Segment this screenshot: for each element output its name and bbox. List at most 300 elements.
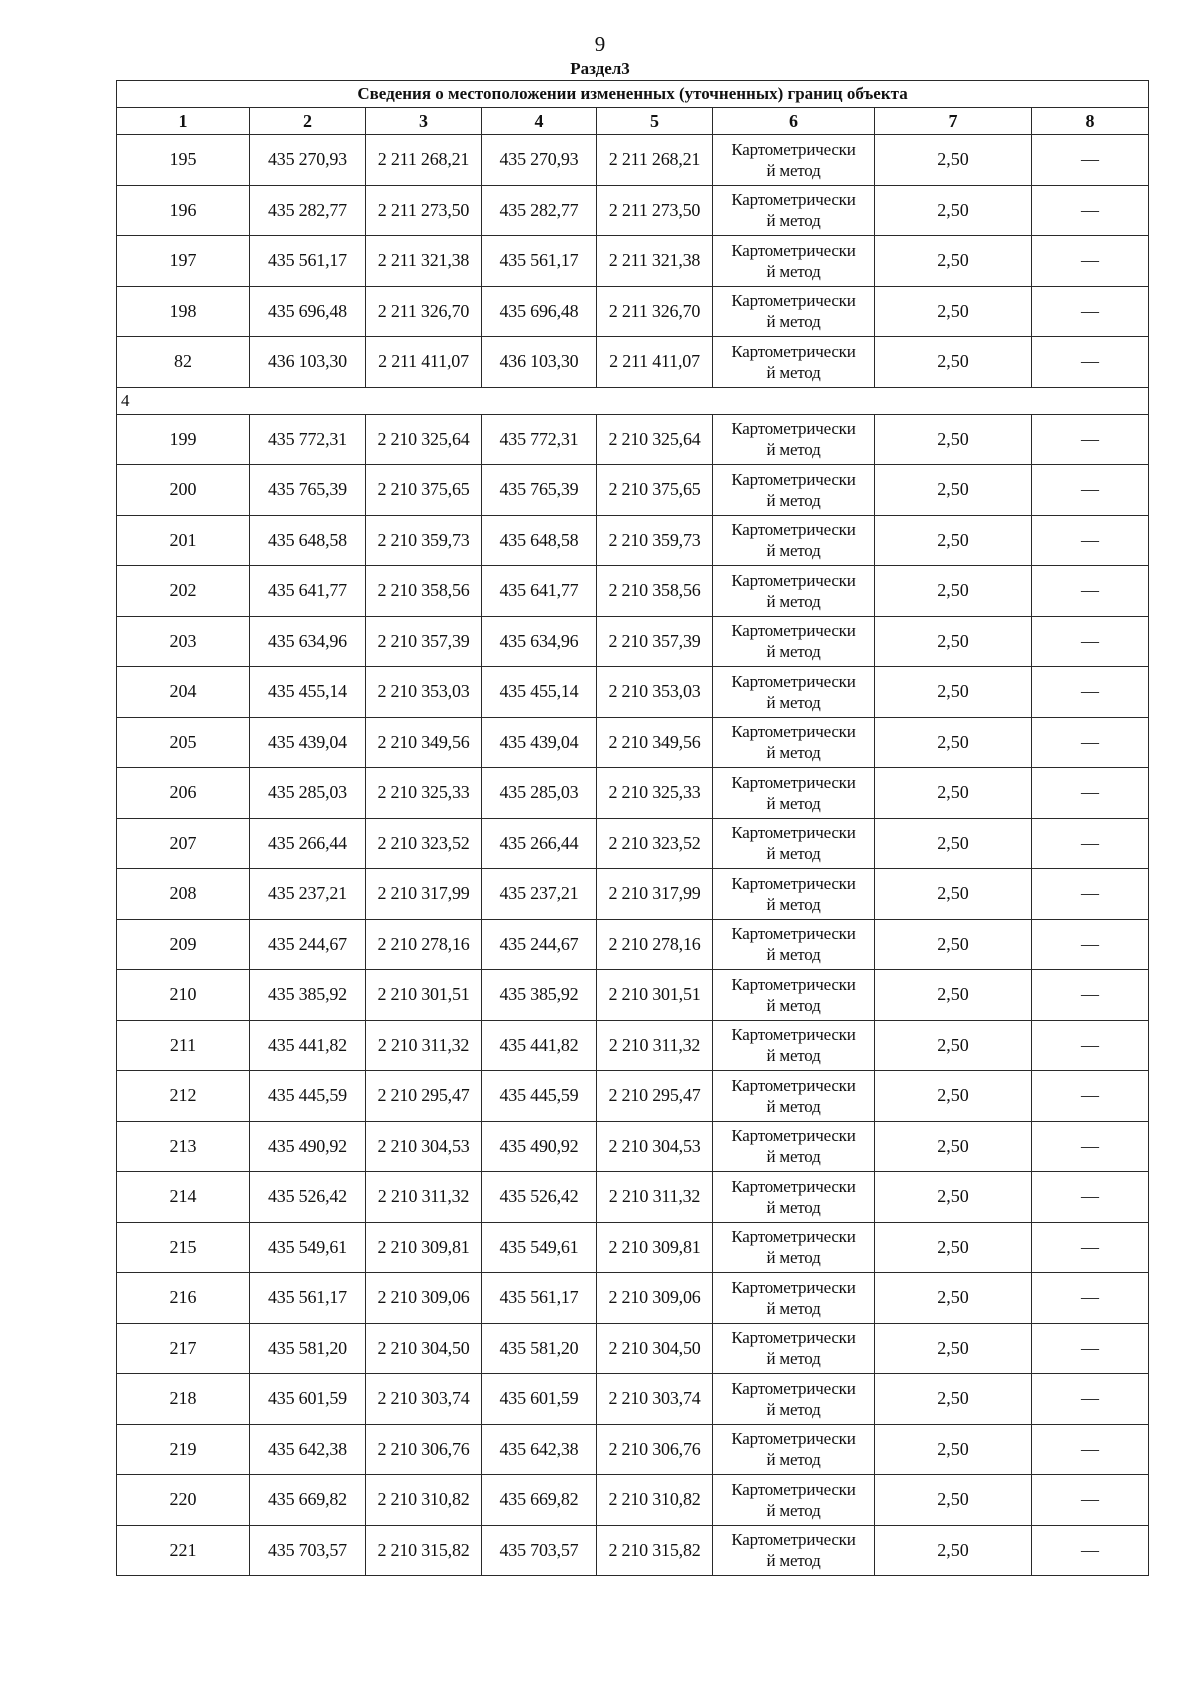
accuracy-cell: 2,50 [875, 1273, 1032, 1324]
existing-y-cell: 2 210 325,64 [366, 414, 482, 465]
accuracy-cell: 2,50 [875, 1121, 1032, 1172]
method-text-line1: Картометрически [731, 1025, 856, 1045]
point-number-cell: 195 [117, 135, 250, 186]
method-text-line2: й метод [766, 945, 821, 965]
method-cell [713, 1475, 875, 1526]
method-text-line1: Картометрически [731, 722, 856, 742]
existing-x-cell: 435 581,20 [250, 1323, 366, 1374]
description-cell: — [1032, 1121, 1149, 1172]
method-text-line2: й метод [766, 1147, 821, 1167]
accuracy-cell: 2,50 [875, 1374, 1032, 1425]
new-y-cell: 2 210 309,06 [597, 1273, 713, 1324]
existing-y-cell: 2 210 309,06 [366, 1273, 482, 1324]
method-text-line1: Картометрически [731, 1479, 856, 1499]
accuracy-cell: 2,50 [875, 1172, 1032, 1223]
new-x-cell: 435 526,42 [482, 1172, 597, 1223]
existing-x-cell: 435 445,59 [250, 1071, 366, 1122]
description-cell: — [1032, 1525, 1149, 1576]
point-number-cell: 210 [117, 970, 250, 1021]
new-x-cell: 435 581,20 [482, 1323, 597, 1374]
point-number-cell: 211 [117, 1020, 250, 1071]
contour-group-row [117, 387, 1149, 414]
new-y-cell: 2 210 301,51 [597, 970, 713, 1021]
new-x-cell: 435 696,48 [482, 286, 597, 337]
description-cell: — [1032, 1424, 1149, 1475]
accuracy-cell: 2,50 [875, 185, 1032, 236]
method-text-line1: Картометрически [731, 621, 856, 641]
accuracy-cell: 2,50 [875, 135, 1032, 186]
new-y-cell: 2 211 411,07 [597, 337, 713, 388]
accuracy-cell: 2,50 [875, 1525, 1032, 1576]
point-number-cell: 199 [117, 414, 250, 465]
table-header-row [117, 108, 1149, 135]
existing-y-cell: 2 210 304,50 [366, 1323, 482, 1374]
column-header: 2 [250, 108, 366, 135]
point-number-cell: 209 [117, 919, 250, 970]
method-text-line2: й метод [766, 541, 821, 561]
existing-y-cell: 2 210 278,16 [366, 919, 482, 970]
table-row [117, 1424, 1149, 1475]
existing-x-cell: 435 642,38 [250, 1424, 366, 1475]
existing-x-cell: 435 441,82 [250, 1020, 366, 1071]
table-row [117, 465, 1149, 516]
new-y-cell: 2 210 325,33 [597, 768, 713, 819]
new-y-cell: 2 210 278,16 [597, 919, 713, 970]
table-row [117, 414, 1149, 465]
method-cell [713, 717, 875, 768]
accuracy-cell: 2,50 [875, 919, 1032, 970]
method-text-line2: й метод [766, 1500, 821, 1520]
existing-x-cell: 435 455,14 [250, 667, 366, 718]
accuracy-cell: 2,50 [875, 1020, 1032, 1071]
table-row [117, 919, 1149, 970]
table-row [117, 667, 1149, 718]
new-y-cell: 2 210 358,56 [597, 566, 713, 617]
new-x-cell: 435 445,59 [482, 1071, 597, 1122]
existing-x-cell: 435 439,04 [250, 717, 366, 768]
table-row [117, 185, 1149, 236]
existing-y-cell: 2 210 317,99 [366, 869, 482, 920]
new-x-cell: 435 244,67 [482, 919, 597, 970]
existing-x-cell: 435 549,61 [250, 1222, 366, 1273]
new-y-cell: 2 210 303,74 [597, 1374, 713, 1425]
method-text-line1: Картометрически [731, 1126, 856, 1146]
method-text-line1: Картометрически [731, 469, 856, 489]
new-y-cell: 2 210 359,73 [597, 515, 713, 566]
description-cell: — [1032, 667, 1149, 718]
accuracy-cell: 2,50 [875, 286, 1032, 337]
existing-y-cell: 2 210 311,32 [366, 1172, 482, 1223]
existing-x-cell: 435 285,03 [250, 768, 366, 819]
point-number-cell: 213 [117, 1121, 250, 1172]
existing-x-cell: 436 103,30 [250, 337, 366, 388]
point-number-cell: 198 [117, 286, 250, 337]
existing-x-cell: 435 244,67 [250, 919, 366, 970]
method-text-line1: Картометрически [731, 671, 856, 691]
table-row [117, 1222, 1149, 1273]
new-y-cell: 2 210 349,56 [597, 717, 713, 768]
existing-y-cell: 2 210 358,56 [366, 566, 482, 617]
accuracy-cell: 2,50 [875, 717, 1032, 768]
table-row [117, 1020, 1149, 1071]
new-x-cell: 435 285,03 [482, 768, 597, 819]
existing-y-cell: 2 211 268,21 [366, 135, 482, 186]
new-y-cell: 2 210 306,76 [597, 1424, 713, 1475]
new-x-cell: 435 270,93 [482, 135, 597, 186]
method-cell [713, 869, 875, 920]
method-text-line2: й метод [766, 1399, 821, 1419]
point-number-cell: 197 [117, 236, 250, 287]
method-cell [713, 337, 875, 388]
method-cell [713, 1071, 875, 1122]
method-text-line2: й метод [766, 1046, 821, 1066]
accuracy-cell: 2,50 [875, 515, 1032, 566]
table-row [117, 1323, 1149, 1374]
method-cell [713, 185, 875, 236]
new-y-cell: 2 210 323,52 [597, 818, 713, 869]
point-number-cell: 203 [117, 616, 250, 667]
new-y-cell: 2 210 309,81 [597, 1222, 713, 1273]
existing-x-cell: 435 270,93 [250, 135, 366, 186]
method-text-line1: Картометрически [731, 772, 856, 792]
column-header: 8 [1032, 108, 1149, 135]
new-y-cell: 2 211 321,38 [597, 236, 713, 287]
existing-x-cell: 435 648,58 [250, 515, 366, 566]
existing-x-cell: 435 561,17 [250, 236, 366, 287]
boundary-table [116, 80, 1149, 1576]
method-text-line2: й метод [766, 1248, 821, 1268]
description-cell: — [1032, 1273, 1149, 1324]
method-cell [713, 919, 875, 970]
accuracy-cell: 2,50 [875, 616, 1032, 667]
method-text-line1: Картометрически [731, 341, 856, 361]
column-header: 5 [597, 108, 713, 135]
existing-y-cell: 2 210 353,03 [366, 667, 482, 718]
table-row [117, 1273, 1149, 1324]
method-text-line2: й метод [766, 1096, 821, 1116]
accuracy-cell: 2,50 [875, 667, 1032, 718]
method-text-line2: й метод [766, 1551, 821, 1571]
description-cell: — [1032, 236, 1149, 287]
contour-number: 4 [117, 387, 1149, 414]
method-cell [713, 1273, 875, 1324]
existing-y-cell: 2 210 306,76 [366, 1424, 482, 1475]
method-text-line2: й метод [766, 995, 821, 1015]
existing-x-cell: 435 669,82 [250, 1475, 366, 1526]
method-cell [713, 768, 875, 819]
table-row [117, 818, 1149, 869]
description-cell: — [1032, 566, 1149, 617]
method-text-line2: й метод [766, 1298, 821, 1318]
new-y-cell: 2 210 310,82 [597, 1475, 713, 1526]
accuracy-cell: 2,50 [875, 869, 1032, 920]
new-y-cell: 2 210 311,32 [597, 1172, 713, 1223]
description-cell: — [1032, 869, 1149, 920]
method-cell [713, 616, 875, 667]
accuracy-cell: 2,50 [875, 768, 1032, 819]
table-row [117, 236, 1149, 287]
method-text-line1: Картометрически [731, 823, 856, 843]
method-cell [713, 515, 875, 566]
new-x-cell: 435 490,92 [482, 1121, 597, 1172]
new-y-cell: 2 210 353,03 [597, 667, 713, 718]
method-cell [713, 970, 875, 1021]
method-cell [713, 566, 875, 617]
accuracy-cell: 2,50 [875, 818, 1032, 869]
new-y-cell: 2 211 268,21 [597, 135, 713, 186]
point-number-cell: 205 [117, 717, 250, 768]
accuracy-cell: 2,50 [875, 1424, 1032, 1475]
existing-y-cell: 2 211 321,38 [366, 236, 482, 287]
method-text-line1: Картометрически [731, 139, 856, 159]
new-y-cell: 2 210 317,99 [597, 869, 713, 920]
method-text-line1: Картометрически [731, 1429, 856, 1449]
existing-y-cell: 2 210 311,32 [366, 1020, 482, 1071]
existing-y-cell: 2 210 304,53 [366, 1121, 482, 1172]
existing-y-cell: 2 210 325,33 [366, 768, 482, 819]
new-x-cell: 435 549,61 [482, 1222, 597, 1273]
new-y-cell: 2 210 315,82 [597, 1525, 713, 1576]
method-text-line1: Картометрически [731, 570, 856, 590]
method-text-line2: й метод [766, 642, 821, 662]
existing-x-cell: 435 765,39 [250, 465, 366, 516]
description-cell: — [1032, 515, 1149, 566]
existing-x-cell: 435 772,31 [250, 414, 366, 465]
description-cell: — [1032, 414, 1149, 465]
method-text-line1: Картометрически [731, 924, 856, 944]
point-number-cell: 200 [117, 465, 250, 516]
existing-x-cell: 435 266,44 [250, 818, 366, 869]
method-text-line2: й метод [766, 440, 821, 460]
point-number-cell: 220 [117, 1475, 250, 1526]
new-x-cell: 435 648,58 [482, 515, 597, 566]
existing-y-cell: 2 211 273,50 [366, 185, 482, 236]
table-row [117, 1525, 1149, 1576]
existing-y-cell: 2 210 349,56 [366, 717, 482, 768]
accuracy-cell: 2,50 [875, 414, 1032, 465]
table-body [117, 81, 1149, 1576]
column-header: 7 [875, 108, 1032, 135]
method-text-line1: Картометрически [731, 291, 856, 311]
column-header: 6 [713, 108, 875, 135]
existing-y-cell: 2 210 310,82 [366, 1475, 482, 1526]
point-number-cell: 204 [117, 667, 250, 718]
method-text-line1: Картометрически [731, 1277, 856, 1297]
method-cell [713, 286, 875, 337]
new-x-cell: 435 634,96 [482, 616, 597, 667]
table-row [117, 135, 1149, 186]
point-number-cell: 201 [117, 515, 250, 566]
section-title: Раздел3 [570, 59, 630, 78]
table-row [117, 286, 1149, 337]
method-text-line1: Картометрически [731, 520, 856, 540]
method-cell [713, 236, 875, 287]
method-text-line2: й метод [766, 591, 821, 611]
existing-y-cell: 2 210 359,73 [366, 515, 482, 566]
description-cell: — [1032, 970, 1149, 1021]
point-number-cell: 212 [117, 1071, 250, 1122]
method-cell [713, 1374, 875, 1425]
method-text-line2: й метод [766, 490, 821, 510]
method-text-line1: Картометрически [731, 1176, 856, 1196]
method-text-line2: й метод [766, 844, 821, 864]
method-text-line2: й метод [766, 1450, 821, 1470]
new-x-cell: 435 703,57 [482, 1525, 597, 1576]
description-cell: — [1032, 1172, 1149, 1223]
new-x-cell: 435 237,21 [482, 869, 597, 920]
new-x-cell: 436 103,30 [482, 337, 597, 388]
table-row [117, 768, 1149, 819]
method-text-line1: Картометрически [731, 873, 856, 893]
table-title-row [117, 81, 1149, 108]
existing-x-cell: 435 282,77 [250, 185, 366, 236]
method-cell [713, 135, 875, 186]
accuracy-cell: 2,50 [875, 1222, 1032, 1273]
method-text-line2: й метод [766, 1197, 821, 1217]
method-text-line1: Картометрически [731, 1227, 856, 1247]
new-x-cell: 435 266,44 [482, 818, 597, 869]
new-x-cell: 435 601,59 [482, 1374, 597, 1425]
table-row [117, 1121, 1149, 1172]
new-y-cell: 2 210 295,47 [597, 1071, 713, 1122]
method-cell [713, 1323, 875, 1374]
column-header: 1 [117, 108, 250, 135]
method-text-line2: й метод [766, 261, 821, 281]
accuracy-cell: 2,50 [875, 970, 1032, 1021]
point-number-cell: 216 [117, 1273, 250, 1324]
existing-y-cell: 2 210 315,82 [366, 1525, 482, 1576]
method-cell [713, 1121, 875, 1172]
point-number-cell: 214 [117, 1172, 250, 1223]
accuracy-cell: 2,50 [875, 1323, 1032, 1374]
column-header: 3 [366, 108, 482, 135]
table-row [117, 869, 1149, 920]
description-cell: — [1032, 1071, 1149, 1122]
point-number-cell: 202 [117, 566, 250, 617]
new-x-cell: 435 561,17 [482, 236, 597, 287]
existing-y-cell: 2 211 326,70 [366, 286, 482, 337]
method-cell [713, 1172, 875, 1223]
method-cell [713, 1020, 875, 1071]
description-cell: — [1032, 919, 1149, 970]
description-cell: — [1032, 337, 1149, 388]
new-y-cell: 2 210 311,32 [597, 1020, 713, 1071]
existing-y-cell: 2 211 411,07 [366, 337, 482, 388]
page-number: 9 [594, 32, 606, 56]
point-number-cell: 217 [117, 1323, 250, 1374]
method-text-line2: й метод [766, 312, 821, 332]
method-text-line1: Картометрически [731, 974, 856, 994]
method-text-line1: Картометрически [731, 1075, 856, 1095]
method-cell [713, 414, 875, 465]
method-cell [713, 1525, 875, 1576]
point-number-cell: 219 [117, 1424, 250, 1475]
accuracy-cell: 2,50 [875, 236, 1032, 287]
existing-y-cell: 2 210 323,52 [366, 818, 482, 869]
description-cell: — [1032, 616, 1149, 667]
method-text-line1: Картометрически [731, 190, 856, 210]
point-number-cell: 221 [117, 1525, 250, 1576]
new-y-cell: 2 210 357,39 [597, 616, 713, 667]
existing-x-cell: 435 641,77 [250, 566, 366, 617]
description-cell: — [1032, 185, 1149, 236]
existing-x-cell: 435 385,92 [250, 970, 366, 1021]
method-text-line2: й метод [766, 160, 821, 180]
new-y-cell: 2 210 375,65 [597, 465, 713, 516]
existing-x-cell: 435 601,59 [250, 1374, 366, 1425]
table-row [117, 616, 1149, 667]
description-cell: — [1032, 818, 1149, 869]
new-x-cell: 435 765,39 [482, 465, 597, 516]
point-number-cell: 196 [117, 185, 250, 236]
method-cell [713, 1424, 875, 1475]
existing-y-cell: 2 210 295,47 [366, 1071, 482, 1122]
method-text-line2: й метод [766, 1349, 821, 1369]
existing-x-cell: 435 490,92 [250, 1121, 366, 1172]
description-cell: — [1032, 465, 1149, 516]
method-cell [713, 667, 875, 718]
table-row [117, 1172, 1149, 1223]
method-cell [713, 818, 875, 869]
new-x-cell: 435 439,04 [482, 717, 597, 768]
existing-y-cell: 2 210 309,81 [366, 1222, 482, 1273]
description-cell: — [1032, 1323, 1149, 1374]
existing-x-cell: 435 237,21 [250, 869, 366, 920]
new-x-cell: 435 669,82 [482, 1475, 597, 1526]
method-cell [713, 465, 875, 516]
method-text-line1: Картометрически [731, 1378, 856, 1398]
table-row [117, 337, 1149, 388]
new-x-cell: 435 642,38 [482, 1424, 597, 1475]
description-cell: — [1032, 1475, 1149, 1526]
description-cell: — [1032, 1020, 1149, 1071]
point-number-cell: 207 [117, 818, 250, 869]
table-row [117, 717, 1149, 768]
new-y-cell: 2 210 304,50 [597, 1323, 713, 1374]
existing-x-cell: 435 634,96 [250, 616, 366, 667]
method-text-line2: й метод [766, 692, 821, 712]
table-row [117, 970, 1149, 1021]
accuracy-cell: 2,50 [875, 566, 1032, 617]
table-row [117, 1374, 1149, 1425]
table-title: Сведения о местоположении измененных (уточненных) границ объекта [117, 81, 1149, 108]
new-x-cell: 435 455,14 [482, 667, 597, 718]
description-cell: — [1032, 286, 1149, 337]
table-row [117, 1071, 1149, 1122]
table-row [117, 566, 1149, 617]
accuracy-cell: 2,50 [875, 1475, 1032, 1526]
new-x-cell: 435 441,82 [482, 1020, 597, 1071]
existing-y-cell: 2 210 357,39 [366, 616, 482, 667]
accuracy-cell: 2,50 [875, 1071, 1032, 1122]
method-text-line2: й метод [766, 362, 821, 382]
new-y-cell: 2 211 326,70 [597, 286, 713, 337]
existing-y-cell: 2 210 301,51 [366, 970, 482, 1021]
point-number-cell: 206 [117, 768, 250, 819]
existing-x-cell: 435 696,48 [250, 286, 366, 337]
method-text-line2: й метод [766, 793, 821, 813]
existing-x-cell: 435 526,42 [250, 1172, 366, 1223]
method-text-line1: Картометрически [731, 419, 856, 439]
existing-x-cell: 435 561,17 [250, 1273, 366, 1324]
new-y-cell: 2 211 273,50 [597, 185, 713, 236]
new-x-cell: 435 641,77 [482, 566, 597, 617]
new-x-cell: 435 561,17 [482, 1273, 597, 1324]
description-cell: — [1032, 1222, 1149, 1273]
new-x-cell: 435 772,31 [482, 414, 597, 465]
method-text-line2: й метод [766, 894, 821, 914]
method-text-line1: Картометрически [731, 240, 856, 260]
